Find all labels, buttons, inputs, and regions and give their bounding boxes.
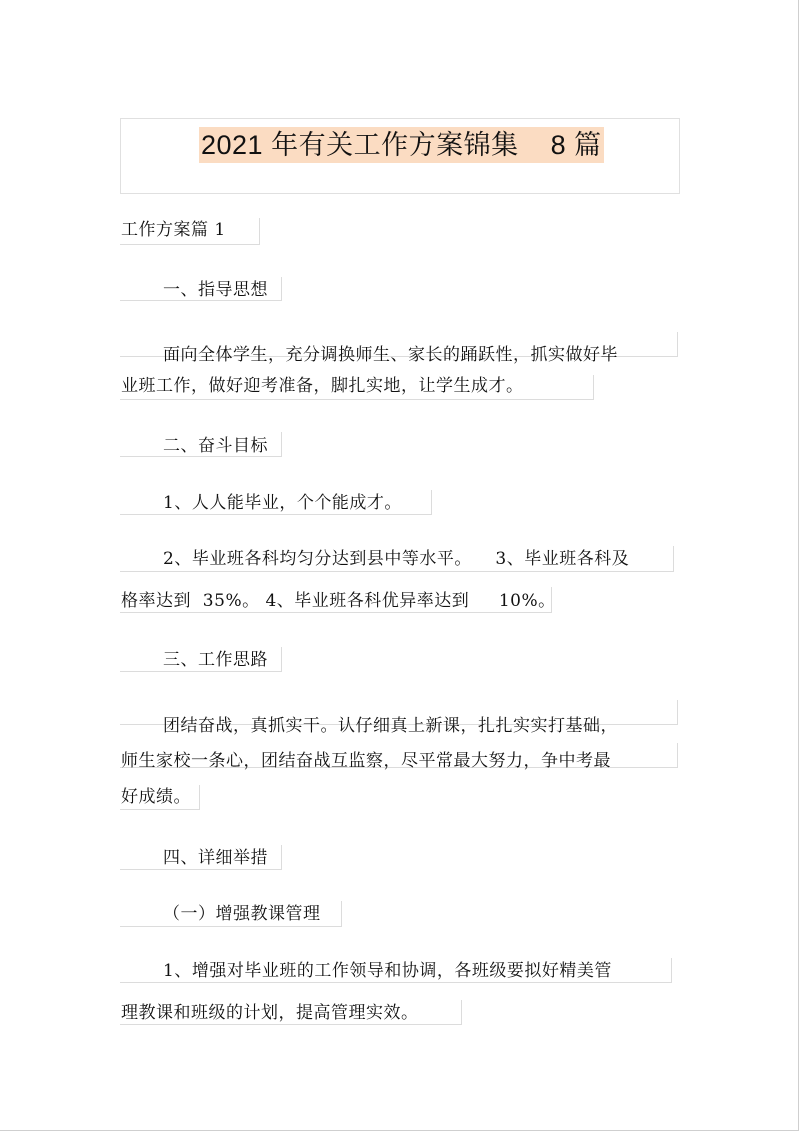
goal-2-line-2: 格率达到 35%。 4、毕业班各科优异率达到 10%。 bbox=[121, 591, 556, 611]
heading-guiding-thought: 一、指导思想 bbox=[163, 280, 268, 300]
document-title: 2021 年有关工作方案锦集 8 篇 bbox=[199, 127, 604, 163]
paragraph-3-line-1: 团结奋战，真抓实干。认仔细真上新课，扎扎实实打基础， bbox=[163, 716, 618, 736]
goal-1: 1、人人能毕业，个个能成才。 bbox=[163, 493, 402, 513]
paragraph-1-line-2: 业班工作，做好迎考准备，脚扎实地，让学生成才。 bbox=[121, 376, 524, 396]
paragraph-1-line-1: 面向全体学生，充分调换师生、家长的踊跃性，抓实做好毕 bbox=[163, 345, 618, 365]
heading-measures: 四、详细举措 bbox=[163, 848, 268, 868]
section-heading: 工作方案篇 1 bbox=[121, 220, 226, 240]
paragraph-3-line-2: 师生家校一条心，团结奋战互监察，尽平常最大努力，争中考最 bbox=[121, 751, 611, 771]
paragraph-3-line-3: 好成绩。 bbox=[121, 787, 191, 807]
goal-2-line-1: 2、毕业班各科均匀分达到县中等水平。 3、毕业班各科及 bbox=[163, 549, 630, 569]
subheading-teaching-management: （一）增强教课管理 bbox=[163, 904, 321, 924]
heading-work-approach: 三、工作思路 bbox=[163, 650, 268, 670]
measure-1-line-1: 1、增强对毕业班的工作领导和协调，各班级要拟好精美管 bbox=[163, 961, 612, 981]
measure-1-line-2: 理教课和班级的计划，提高管理实效。 bbox=[121, 1003, 419, 1023]
heading-goals: 二、奋斗目标 bbox=[163, 436, 268, 456]
